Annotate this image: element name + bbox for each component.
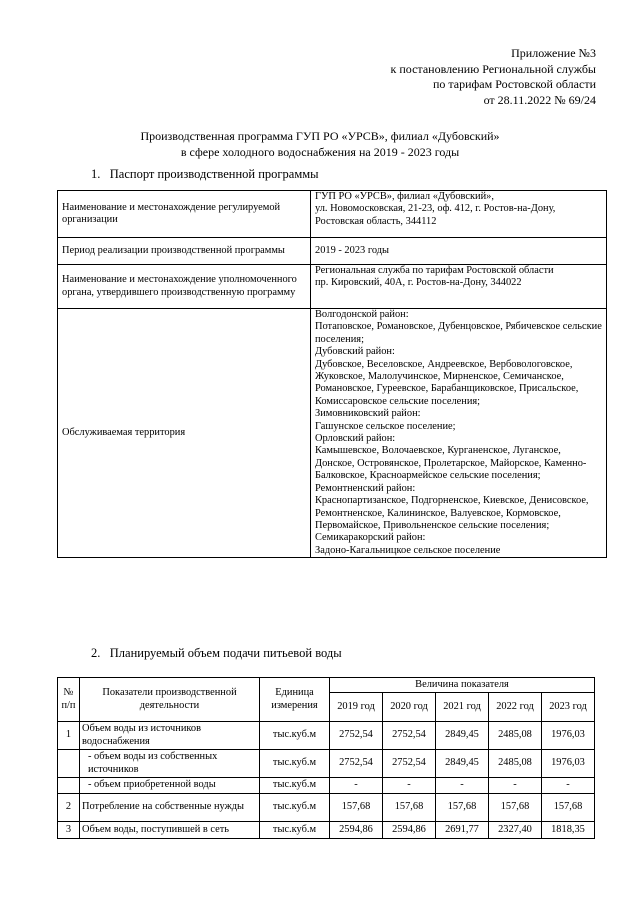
cell-value: 157,68 xyxy=(489,794,542,822)
title-line: Производственная программа ГУП РО «УРСВ», филиал «Дубовский» xyxy=(140,129,500,143)
table-row xyxy=(58,191,607,238)
passport-key: Период реализации производственной программы xyxy=(58,238,311,265)
cell-value: 2691,77 xyxy=(436,822,489,839)
water-volume-table xyxy=(57,677,595,839)
cell-value: 2752,54 xyxy=(383,722,436,750)
cell-name: - объем приобретенной воды xyxy=(80,778,260,794)
appendix-line: Приложение №3 xyxy=(511,46,596,60)
cell-num xyxy=(58,750,80,778)
cell-value: 2485,08 xyxy=(489,722,542,750)
value-line: 2019 - 2023 годы xyxy=(315,244,389,256)
cell-value: 2594,86 xyxy=(383,822,436,839)
cell-name: Потребление на собственные нужды xyxy=(80,794,260,822)
table-row xyxy=(58,750,595,778)
value-line: Краснопартизанское, Подгорненское, Киевское, Денисовское, Ремонтненское, Калининское, Валуевское, Кормовское, Первомайское, Привольненское сельские поселения; xyxy=(315,495,589,531)
cell-unit: тыс.куб.м xyxy=(260,722,330,750)
cell-value: 157,68 xyxy=(542,794,595,822)
title-line: в сфере холодного водоснабжения на 2019 - 2023 годы xyxy=(180,144,460,159)
table-row xyxy=(58,722,595,750)
col-header-year: 2023 год xyxy=(542,693,595,722)
passport-value xyxy=(311,309,607,558)
value-line: Задоно-Кагальницкое сельское поселение xyxy=(315,544,501,556)
cell-value: 157,68 xyxy=(330,794,383,822)
cell-value: 2752,54 xyxy=(383,750,436,778)
appendix-header xyxy=(391,46,596,108)
cell-num: 1 xyxy=(58,722,80,750)
appendix-line: от 28.11.2022 № 69/24 xyxy=(483,92,596,107)
col-header-value-group: Величина показателя xyxy=(330,678,595,693)
cell-value: 157,68 xyxy=(436,794,489,822)
value-line: Волгодонской район: xyxy=(315,309,409,320)
cell-value: 2485,08 xyxy=(489,750,542,778)
appendix-line: к постановлению Региональной службы xyxy=(390,61,596,76)
passport-key: Наименование и местонахождение регулируемой организации xyxy=(58,191,311,238)
cell-value: - xyxy=(489,778,542,794)
cell-value: - xyxy=(542,778,595,794)
cell-value: 2327,40 xyxy=(489,822,542,839)
value-line: Зимовниковский район: xyxy=(315,408,421,420)
col-header-name: Показатели производственной деятельности xyxy=(80,678,260,722)
value-line: Семикаракорский район: xyxy=(315,532,426,544)
cell-value: 2849,45 xyxy=(436,722,489,750)
value-line: Орловский район: xyxy=(315,433,396,445)
passport-key: Наименование и местонахождение уполномоченного органа, утвердившего производственную программу xyxy=(58,265,311,309)
cell-num: 2 xyxy=(58,794,80,822)
cell-name: Объем воды, поступившей в сеть xyxy=(80,822,260,839)
value-line: Дубовское, Веселовское, Андреевское, Вербовологовское, Жуковское, Малолучинское, Мирненское, Семичанское, Романовское, Гуреевское, Барабанщиковское, Присальское, Комиссаровское сельские поселения; xyxy=(315,358,579,407)
cell-value: - xyxy=(383,778,436,794)
col-header-year: 2022 год xyxy=(489,693,542,722)
cell-value: 2752,54 xyxy=(330,722,383,750)
cell-unit: тыс.куб.м xyxy=(260,794,330,822)
cell-num: 3 xyxy=(58,822,80,839)
value-line: Потаповское, Романовское, Дубенцовское, Рябичевское сельские поселения; xyxy=(315,321,602,345)
col-header-unit: Единица измерения xyxy=(260,678,330,722)
col-header-year: 2021 год xyxy=(436,693,489,722)
value-line: Камышевское, Волочаевское, Курганенское, Луганское, Донское, Островянское, Пролетарское, Майорское, Каменно-Балковское, Красноармейское сельские поселения; xyxy=(315,445,587,482)
cell-name: - объем воды из собственных источников xyxy=(80,750,260,778)
cell-value: 2752,54 xyxy=(330,750,383,778)
col-header-num: № п/п xyxy=(58,678,80,722)
value-line: Региональная служба по тарифам Ростовской области xyxy=(315,265,554,276)
table-row xyxy=(58,794,595,822)
cell-name: Объем воды из источников водоснабжения xyxy=(80,722,260,750)
appendix-line: по тарифам Ростовской области xyxy=(432,77,596,91)
section-1-heading xyxy=(91,167,319,182)
value-line: ГУП РО «УРСВ», филиал «Дубовский», xyxy=(315,191,494,202)
cell-value: - xyxy=(330,778,383,794)
cell-value: 2849,45 xyxy=(436,750,489,778)
cell-value: 1976,03 xyxy=(542,722,595,750)
value-line: Ремонтненский район: xyxy=(315,482,416,494)
cell-value: 2594,86 xyxy=(330,822,383,839)
passport-value xyxy=(311,238,607,265)
value-line: Гашунское сельское поселение; xyxy=(315,420,456,432)
col-header-year: 2020 год xyxy=(383,693,436,722)
section-2-heading xyxy=(91,646,342,661)
cell-num xyxy=(58,778,80,794)
cell-value: 1976,03 xyxy=(542,750,595,778)
section-number: 2. xyxy=(91,646,101,660)
table-row xyxy=(58,822,595,839)
cell-value: 1818,35 xyxy=(542,822,595,839)
value-line: пр. Кировский, 40А, г. Ростов-на-Дону, 344022 xyxy=(315,277,522,289)
table-row xyxy=(58,238,607,265)
section-number: 1. xyxy=(91,167,101,181)
value-line: Дубовский район: xyxy=(315,346,395,358)
passport-table xyxy=(57,190,607,558)
document-title xyxy=(0,129,640,160)
col-header-year: 2019 год xyxy=(330,693,383,722)
cell-unit: тыс.куб.м xyxy=(260,822,330,839)
cell-value: 157,68 xyxy=(383,794,436,822)
passport-key: Обслуживаемая территория xyxy=(58,309,311,558)
passport-value xyxy=(311,191,607,238)
value-line: ул. Новомосковская, 21-23, оф. 412, г. Ростов-на-Дону, Ростовская область, 344112 xyxy=(315,203,556,227)
table-row xyxy=(58,778,595,794)
cell-unit: тыс.куб.м xyxy=(260,750,330,778)
cell-unit: тыс.куб.м xyxy=(260,778,330,794)
passport-value xyxy=(311,265,607,309)
section-title: Планируемый объем подачи питьевой воды xyxy=(109,646,342,660)
table-row xyxy=(58,265,607,309)
cell-value: - xyxy=(436,778,489,794)
header-row xyxy=(58,678,595,693)
table-row xyxy=(58,309,607,558)
section-title: Паспорт производственной программы xyxy=(109,167,319,181)
